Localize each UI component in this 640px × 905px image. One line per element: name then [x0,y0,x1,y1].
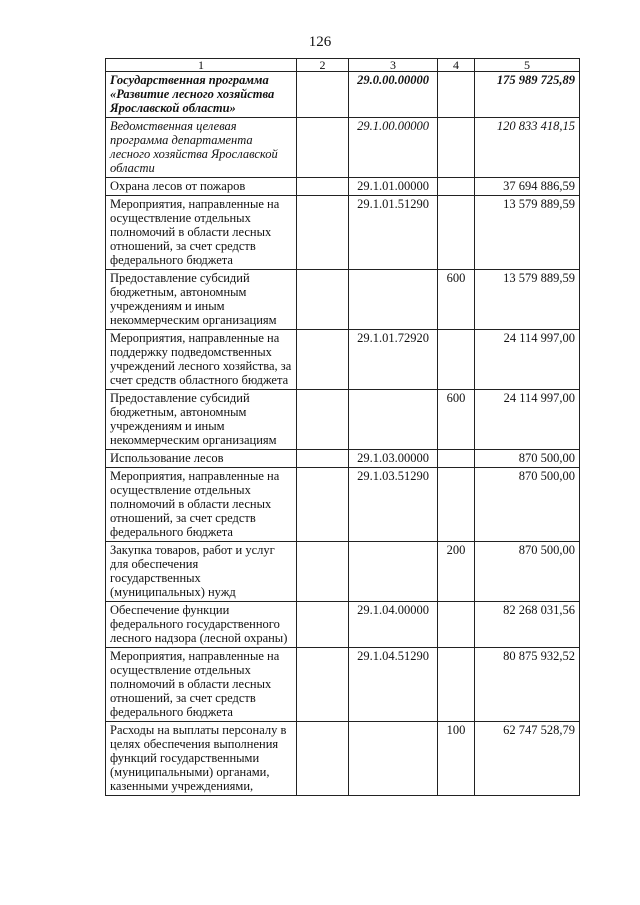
row-code-cell: 29.1.01.00000 [349,178,438,196]
row-col2-cell [297,648,349,722]
header-row [106,59,580,72]
row-name-cell: Мероприятия, направленные на осуществление отдельных полномочий в области лесных отношений, за счет средств федерального бюджета [106,468,297,542]
row-code-cell: 29.1.00.00000 [349,118,438,178]
table-row [106,330,580,390]
row-name-cell: Использование лесов [106,450,297,468]
row-name-cell: Мероприятия, направленные на осуществление отдельных полномочий в области лесных отношений, за счет средств федерального бюджета [106,648,297,722]
row-expense-type-cell [438,602,475,648]
row-amount-cell: 870 500,00 [475,450,580,468]
table-row [106,722,580,796]
row-amount-cell: 870 500,00 [475,468,580,542]
row-code-cell: 29.1.03.00000 [349,450,438,468]
row-expense-type-cell [438,450,475,468]
row-amount-cell: 80 875 932,52 [475,648,580,722]
row-expense-type-cell: 600 [438,270,475,330]
row-expense-type-cell [438,648,475,722]
row-expense-type-cell [438,118,475,178]
row-code-cell [349,542,438,602]
table-row [106,390,580,450]
row-amount-cell: 13 579 889,59 [475,270,580,330]
row-amount-cell: 24 114 997,00 [475,390,580,450]
budget-table [105,58,580,796]
row-expense-type-cell: 200 [438,542,475,602]
row-code-cell: 29.1.03.51290 [349,468,438,542]
row-col2-cell [297,450,349,468]
row-col2-cell [297,468,349,542]
row-code-cell [349,722,438,796]
column-header: 1 [106,59,297,72]
column-header: 4 [438,59,475,72]
column-header: 3 [349,59,438,72]
row-name-cell: Ведомственная целевая программа департамента лесного хозяйства Ярославской области [106,118,297,178]
row-col2-cell [297,330,349,390]
row-expense-type-cell [438,196,475,270]
row-col2-cell [297,390,349,450]
row-name-cell: Закупка товаров, работ и услуг для обеспечения государственных (муниципальных) нужд [106,542,297,602]
row-name-cell: Обеспечение функции федерального государственного лесного надзора (лесной охраны) [106,602,297,648]
row-name-cell: Государственная программа «Развитие лесного хозяйства Ярославской области» [106,72,297,118]
row-amount-cell: 24 114 997,00 [475,330,580,390]
table-row [106,542,580,602]
column-header: 2 [297,59,349,72]
row-code-cell [349,390,438,450]
table-row [106,602,580,648]
column-header: 5 [475,59,580,72]
row-expense-type-cell: 600 [438,390,475,450]
row-col2-cell [297,270,349,330]
row-code-cell: 29.1.04.51290 [349,648,438,722]
table-row [106,72,580,118]
table-row [106,468,580,542]
row-code-cell: 29.1.01.72920 [349,330,438,390]
row-amount-cell: 37 694 886,59 [475,178,580,196]
row-name-cell: Мероприятия, направленные на поддержку подведомственных учреждений лесного хозяйства, за счет средств областного бюджета [106,330,297,390]
table-row [106,450,580,468]
row-name-cell: Предоставление субсидий бюджетным, автономным учреждениям и иным некоммерческим организациям [106,270,297,330]
row-col2-cell [297,196,349,270]
row-expense-type-cell: 100 [438,722,475,796]
table-row [106,118,580,178]
table-row [106,648,580,722]
table-row [106,178,580,196]
row-amount-cell: 175 989 725,89 [475,72,580,118]
row-expense-type-cell [438,468,475,542]
row-expense-type-cell [438,330,475,390]
row-col2-cell [297,72,349,118]
page-number: 126 [308,34,332,50]
table-row [106,196,580,270]
row-code-cell [349,270,438,330]
row-code-cell: 29.1.04.00000 [349,602,438,648]
row-expense-type-cell [438,178,475,196]
row-name-cell: Охрана лесов от пожаров [106,178,297,196]
row-name-cell: Предоставление субсидий бюджетным, автономным учреждениям и иным некоммерческим организациям [106,390,297,450]
row-amount-cell: 13 579 889,59 [475,196,580,270]
row-col2-cell [297,602,349,648]
row-col2-cell [297,178,349,196]
row-amount-cell: 62 747 528,79 [475,722,580,796]
row-amount-cell: 120 833 418,15 [475,118,580,178]
row-col2-cell [297,542,349,602]
row-code-cell: 29.0.00.00000 [349,72,438,118]
row-col2-cell [297,722,349,796]
row-code-cell: 29.1.01.51290 [349,196,438,270]
row-col2-cell [297,118,349,178]
row-amount-cell: 82 268 031,56 [475,602,580,648]
row-name-cell: Мероприятия, направленные на осуществление отдельных полномочий в области лесных отношений, за счет средств федерального бюджета [106,196,297,270]
table-row [106,270,580,330]
row-amount-cell: 870 500,00 [475,542,580,602]
row-expense-type-cell [438,72,475,118]
row-name-cell: Расходы на выплаты персоналу в целях обеспечения выполнения функций государственными (муниципальными) органами, казенными учреждениями, [106,722,297,796]
